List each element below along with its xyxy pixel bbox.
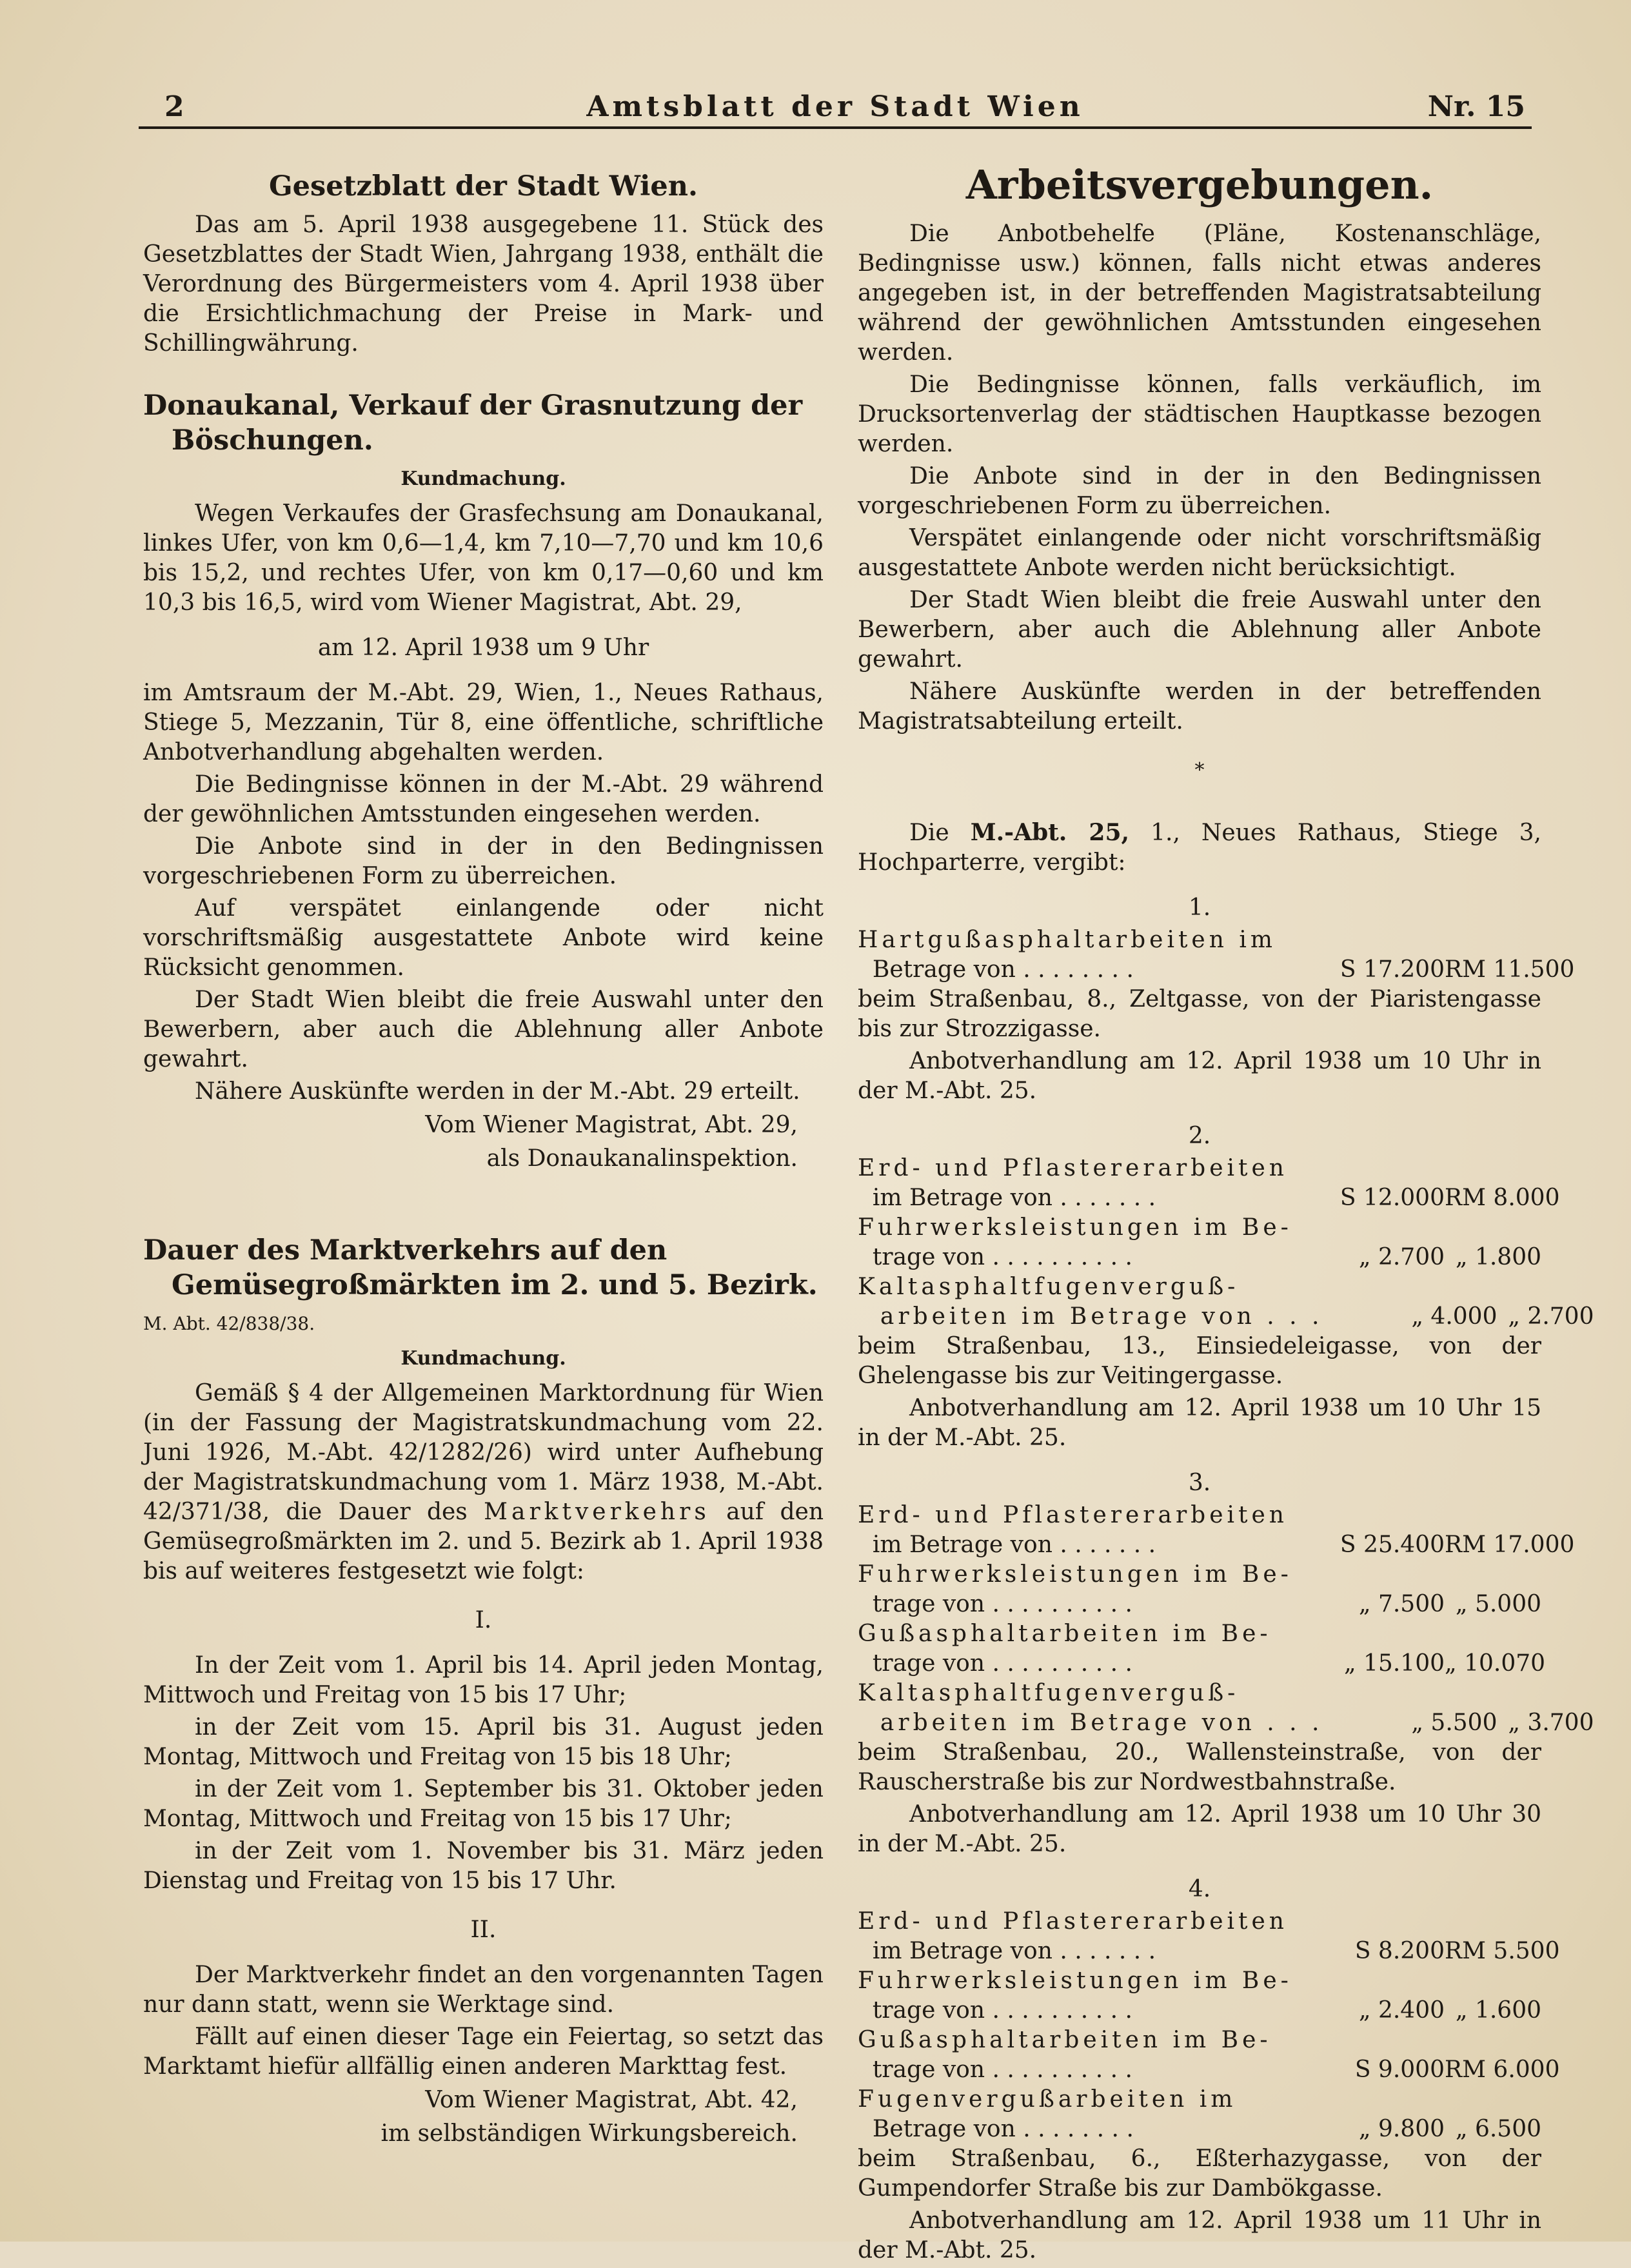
lot-2-item-1-schilling: S 12.000 bbox=[1339, 1185, 1445, 1211]
donaukanal-p2: im Amtsraum der M.-Abt. 29, Wien, 1., Neues Rathaus, Stiege 5, Mezzanin, Tür 8, eine öffentliche, schriftliche Anbotverhandlung abgehalten werden. bbox=[143, 680, 824, 765]
marktverkehr-signature-1: Vom Wiener Magistrat, Abt. 42, bbox=[425, 2087, 798, 2113]
lot-4-item-2-reichsmark: „ 1.600 bbox=[1455, 1997, 1541, 2024]
lot-2-item-2-label-text: trage von bbox=[872, 1244, 985, 1270]
lot-3-item-2-label bbox=[858, 1590, 1270, 1619]
lot-2-item-1-reichsmark: RM 8.000 bbox=[1445, 1185, 1560, 1211]
lot-3-item-3-title: Gußasphaltarbeiten im Be- bbox=[858, 1621, 1272, 1647]
lot-2-item-1-label bbox=[858, 1183, 1270, 1213]
arbeit-p3: Die Anbote sind in der in den Bedingnissen vorgeschriebenen Form zu überreichen. bbox=[858, 463, 1541, 519]
leader-dots: . . . . . . . . . . bbox=[992, 1244, 1132, 1270]
arbeit-p5: Der Stadt Wien bleibt die freie Auswahl unter den Bewerbern, aber auch die Ablehnung aller Anbote gewahrt. bbox=[858, 587, 1541, 673]
lot-2-location: beim Straßenbau, 13., Einsiedeleigasse, von der Ghelengasse bis zur Veitingergasse. bbox=[858, 1333, 1541, 1389]
lot-3-number: 3. bbox=[1188, 1470, 1211, 1496]
lot-3-hearing: Anbotverhandlung am 12. April 1938 um 10 Uhr 30 in der M.-Abt. 25. bbox=[858, 1801, 1541, 1857]
lot-3-item-2-row bbox=[858, 1590, 1541, 1619]
leader-dots: . . . . . . . . . . bbox=[992, 1997, 1132, 2024]
leader-dots: . . . . . . . bbox=[1060, 1938, 1156, 1964]
page-header bbox=[139, 83, 1532, 128]
lot-3-item-3-label-text: trage von bbox=[872, 1650, 985, 1677]
arbeitsvergebungen-title: Arbeitsvergebungen. bbox=[965, 161, 1434, 208]
header-rule bbox=[139, 126, 1532, 129]
marktverkehr-section-i: I. bbox=[475, 1607, 492, 1633]
lot-2-item-2-reichsmark: „ 1.800 bbox=[1455, 1244, 1541, 1270]
lot-4-item-4-label-text: Betrage von bbox=[872, 2116, 1016, 2142]
lot-4-hearing: Anbotverhandlung am 12. April 1938 um 11 Uhr in der M.-Abt. 25. bbox=[858, 2207, 1541, 2263]
marktverkehr-i4: in der Zeit vom 1. November bis 31. März jeden Dienstag und Freitag von 15 bis 17 Uhr. bbox=[143, 1838, 824, 1894]
lot-4-item-2-title: Fuhrwerksleistungen im Be- bbox=[858, 1967, 1292, 1994]
lot-1-location: beim Straßenbau, 8., Zeltgasse, von der Piaristengasse bis zur Strozzigasse. bbox=[858, 986, 1541, 1042]
lot-4-item-2-label-text: trage von bbox=[872, 1997, 985, 2024]
marktverkehr-ii2: Fällt auf einen dieser Tage ein Feiertag, so setzt das Marktamt hiefür allfällig einen anderen Markttag fest. bbox=[143, 2024, 824, 2080]
lot-1-item-1-title: Hartgußasphaltarbeiten im bbox=[858, 927, 1277, 953]
marktverkehr-signature-2: im selbständigen Wirkungsbereich. bbox=[381, 2120, 798, 2147]
lot-2-item-2-row bbox=[858, 1243, 1541, 1272]
lot-1-number: 1. bbox=[1188, 894, 1211, 921]
lot-3-item-3-row bbox=[858, 1649, 1546, 1679]
lot-2-item-2-schilling: „ 2.700 bbox=[1358, 1244, 1445, 1270]
marktverkehr-p1-spaced: Marktverkehrs bbox=[484, 1499, 710, 1525]
donaukanal-p4: Die Anbote sind in der in den Bedingnissen vorgeschriebenen Form zu überreichen. bbox=[143, 833, 824, 889]
marktverkehr-p1-c: auf den Gemüsegroßmärkten im 2. und 5. Bezirk ab 1. April 1938 bis auf weiteres festgesetzt wie folgt: bbox=[143, 1499, 824, 1584]
lot-2-item-3-label-text: arbeiten im Betrage von bbox=[880, 1303, 1256, 1330]
lot-2-item-1-row bbox=[858, 1183, 1560, 1213]
marktverkehr-p1-a: Gemäß § 4 der Allgemeinen Marktordnung für Wien (in der Fassung der Magistratskundmachung vom 22. Juni 1926, M.-Abt. 42/1282/26) wird unter Aufhebung der Magistratskundmachung vom 1. März 1938, M.-Abt. 42/371/38, die Dauer des bbox=[143, 1380, 824, 1525]
gesetzblatt-title: Gesetzblatt der Stadt Wien. bbox=[268, 170, 698, 202]
marktverkehr-title: Dauer des Marktverkehrs auf den Gemüsegroßmärkten im 2. und 5. Bezirk. bbox=[143, 1234, 818, 1301]
section-gap bbox=[143, 361, 824, 380]
donaukanal-date: am 12. April 1938 um 9 Uhr bbox=[317, 635, 649, 661]
lot-2-item-2-label bbox=[858, 1243, 1270, 1272]
leader-dots: . . . . . . . . . . bbox=[992, 1591, 1132, 1617]
lot-2-item-1-title: Erd- und Pflastererarbeiten bbox=[858, 1155, 1288, 1181]
lot-4-item-2-row bbox=[858, 1996, 1541, 2026]
donaukanal-p3: Die Bedingnisse können in der M.-Abt. 29 während der gewöhnlichen Amtsstunden eingesehen werden. bbox=[143, 771, 824, 827]
lot-4-item-3-title: Gußasphaltarbeiten im Be- bbox=[858, 2027, 1272, 2053]
marktverkehr-p1 bbox=[143, 1379, 824, 1586]
lot-1-item-1-label-text: Betrage von bbox=[872, 956, 1016, 983]
left-column bbox=[143, 161, 824, 2149]
lot-3-item-4-row bbox=[858, 1708, 1594, 1738]
donaukanal-p6: Der Stadt Wien bleibt die freie Auswahl unter den Bewerbern, aber auch die Ablehnung aller Anbote gewahrt. bbox=[143, 987, 824, 1072]
arbeit-p4: Verspätet einlangende oder nicht vorschriftsmäßig ausgestattete Anbote werden nicht berücksichtigt. bbox=[858, 525, 1541, 581]
lot-2-item-3-schilling: „ 4.000 bbox=[1411, 1303, 1498, 1330]
leader-dots: . . . . . . . bbox=[1060, 1185, 1156, 1211]
lot-4-item-2-schilling: „ 2.400 bbox=[1358, 1997, 1445, 2024]
lot-4-item-3-row bbox=[858, 2055, 1560, 2085]
lot-3-item-1-row bbox=[858, 1530, 1575, 1560]
lot-4-item-3-reichsmark: RM 6.000 bbox=[1445, 2056, 1560, 2083]
lot-4-item-1-reichsmark: RM 5.500 bbox=[1445, 1938, 1560, 1964]
lot-4-item-1-row bbox=[858, 1937, 1560, 1966]
leader-dots: . . . . . . . . . . bbox=[992, 1650, 1132, 1677]
lot-4-item-4-label bbox=[858, 2115, 1270, 2144]
lot-3-item-1-title: Erd- und Pflastererarbeiten bbox=[858, 1502, 1288, 1528]
lot-3-item-3-label bbox=[858, 1649, 1270, 1679]
donaukanal-signature-1: Vom Wiener Magistrat, Abt. 29, bbox=[425, 1112, 798, 1138]
donaukanal-p5: Auf verspätet einlangende oder nicht vorschriftsmäßig ausgestattete Anbote wird keine Rücksicht genommen. bbox=[143, 895, 824, 981]
lot-2-item-3-row bbox=[858, 1302, 1594, 1332]
lot-4-item-1-label bbox=[858, 1937, 1270, 1966]
lot-3-item-2-label-text: trage von bbox=[872, 1591, 985, 1617]
lot-4-item-1-label-text: im Betrage von bbox=[872, 1938, 1053, 1964]
leader-dots: . . . . . . . . bbox=[1023, 956, 1134, 983]
lot-3-item-4-label-text: arbeiten im Betrage von bbox=[880, 1710, 1256, 1736]
lot-4-item-4-row bbox=[858, 2115, 1541, 2144]
lot-3-item-2-schilling: „ 7.500 bbox=[1358, 1591, 1445, 1617]
marktverkehr-section-ii: II. bbox=[470, 1917, 497, 1943]
lot-2-item-3-title: Kaltasphaltfugenverguß- bbox=[858, 1274, 1240, 1300]
lot-1-item-1-label bbox=[858, 955, 1270, 985]
donaukanal-p1: Wegen Verkaufes der Grasfechsung am Donaukanal, linkes Ufer, von km 0,6—1,4, km 7,10—7,70 und km 10,6 bis 15,2, und rechtes Ufer, von km 0,17—0,60 und km 10,3 bis 16,5, wird vom Wiener Magistrat, Abt. 29, bbox=[143, 500, 824, 616]
lot-4-item-1-title: Erd- und Pflastererarbeiten bbox=[858, 1908, 1288, 1935]
lot-2-item-3-label bbox=[858, 1302, 1323, 1332]
issue-number: Nr. 15 bbox=[1427, 90, 1525, 123]
arbeit-intro-a: Die bbox=[909, 820, 949, 846]
donaukanal-p7: Nähere Auskünfte werden in der M.-Abt. 29 erteilt. bbox=[195, 1078, 800, 1105]
masthead-title: Amtsblatt der Stadt Wien bbox=[586, 90, 1084, 123]
lot-2-item-1-label-text: im Betrage von bbox=[872, 1185, 1053, 1211]
marktverkehr-i1: In der Zeit vom 1. April bis 14. April jeden Montag, Mittwoch und Freitag von 15 bis 17 Uhr; bbox=[143, 1652, 824, 1708]
leader-dots: . . . . . . . . . . bbox=[992, 2056, 1132, 2083]
lot-3-item-3-schilling: „ 15.100 bbox=[1343, 1650, 1445, 1677]
lot-4-location: beim Straßenbau, 6., Eßterhazygasse, von der Gumpendorfer Straße bis zur Dambökgasse. bbox=[858, 2145, 1541, 2202]
arbeit-intro-c: 1., Neues Rathaus, Stiege 3, Hochparterre, vergibt: bbox=[858, 820, 1541, 876]
right-column bbox=[858, 161, 1594, 2268]
lot-3-item-3-reichsmark: „ 10.070 bbox=[1445, 1650, 1546, 1677]
leader-dots: . . . . . . . . bbox=[1023, 2116, 1134, 2142]
lot-2-item-3-reichsmark: „ 2.700 bbox=[1508, 1303, 1594, 1330]
lot-3-item-1-label bbox=[858, 1530, 1270, 1560]
marktverkehr-kundmachung-label: Kundmachung. bbox=[400, 1347, 566, 1370]
lot-4-item-3-schilling: S 9.000 bbox=[1354, 2056, 1445, 2083]
lot-1-item-1-row bbox=[858, 955, 1575, 985]
marktverkehr-i2: in der Zeit vom 15. April bis 31. August jeden Montag, Mittwoch und Freitag von 15 bis 18 Uhr; bbox=[143, 1714, 824, 1770]
marktverkehr-ii1: Der Marktverkehr findet an den vorgenannten Tagen nur dann statt, wenn sie Werktage sind. bbox=[143, 1962, 824, 2018]
marktverkehr-i3: in der Zeit vom 1. September bis 31. Oktober jeden Montag, Mittwoch und Freitag von 15 bis 17 Uhr; bbox=[143, 1776, 824, 1832]
section-gap bbox=[143, 1174, 824, 1225]
lot-3-item-2-reichsmark: „ 5.000 bbox=[1455, 1591, 1541, 1617]
leader-dots: . . . bbox=[1267, 1710, 1323, 1736]
lot-3-item-4-schilling: „ 5.500 bbox=[1411, 1710, 1498, 1736]
lot-2-item-2-title: Fuhrwerksleistungen im Be- bbox=[858, 1214, 1292, 1241]
donaukanal-title: Donaukanal, Verkauf der Grasnutzung der Böschungen. bbox=[143, 390, 803, 457]
marktverkehr-reference: M. Abt. 42/838/38. bbox=[143, 1313, 315, 1334]
lot-1-hearing: Anbotverhandlung am 12. April 1938 um 10 Uhr in der M.-Abt. 25. bbox=[858, 1048, 1541, 1104]
page-number: 2 bbox=[164, 90, 184, 123]
lot-4-item-2-label bbox=[858, 1996, 1270, 2026]
lot-3-item-1-schilling: S 25.400 bbox=[1339, 1532, 1445, 1558]
lot-2-number: 2. bbox=[1188, 1123, 1211, 1149]
lot-4-item-4-schilling: „ 9.800 bbox=[1358, 2116, 1445, 2142]
donaukanal-signature-2: als Donaukanalinspektion. bbox=[486, 1145, 798, 1172]
donaukanal-kundmachung-label: Kundmachung. bbox=[400, 468, 566, 490]
arbeit-intro bbox=[858, 818, 1541, 878]
lot-3-location: beim Straßenbau, 20., Wallensteinstraße, von der Rauscherstraße bis zur Nordwestbahnstraße. bbox=[858, 1739, 1541, 1795]
lot-4-number: 4. bbox=[1188, 1876, 1211, 1902]
lot-4-item-4-title: Fugenvergußarbeiten im bbox=[858, 2086, 1237, 2113]
lot-4-item-1-schilling: S 8.200 bbox=[1354, 1938, 1445, 1964]
section-separator-asterisk: * bbox=[1194, 759, 1205, 782]
leader-dots: . . . . . . . bbox=[1060, 1532, 1156, 1558]
lot-1-item-1-schilling: S 17.200 bbox=[1339, 956, 1445, 983]
lot-3-item-2-title: Fuhrwerksleistungen im Be- bbox=[858, 1561, 1292, 1588]
lot-1-item-1-reichsmark: RM 11.500 bbox=[1445, 956, 1575, 983]
leader-dots: . . . bbox=[1267, 1303, 1323, 1330]
gesetzblatt-text: Das am 5. April 1938 ausgegebene 11. Stück des Gesetzblattes der Stadt Wien, Jahrgang 1938, enthält die Verordnung des Bürgermeisters vom 4. April 1938 über die Ersichtlichmachung der Preise in Mark- und Schillingwährung. bbox=[143, 212, 824, 357]
lot-3-item-4-label bbox=[858, 1708, 1323, 1738]
arbeit-p2: Die Bedingnisse können, falls verkäuflich, im Drucksortenverlag der städtischen Hauptkasse bezogen werden. bbox=[858, 371, 1541, 457]
lot-3-item-1-label-text: im Betrage von bbox=[872, 1532, 1053, 1558]
lot-3-item-4-reichsmark: „ 3.700 bbox=[1508, 1710, 1594, 1736]
lot-4-item-3-label-text: trage von bbox=[872, 2056, 985, 2083]
lot-4-item-4-reichsmark: „ 6.500 bbox=[1455, 2116, 1541, 2142]
lot-2-hearing: Anbotverhandlung am 12. April 1938 um 10 Uhr 15 in der M.-Abt. 25. bbox=[858, 1395, 1541, 1451]
arbeit-intro-dept: M.-Abt. 25, bbox=[970, 819, 1130, 846]
lot-4-item-3-label bbox=[858, 2055, 1270, 2085]
lot-3-item-4-title: Kaltasphaltfugenverguß- bbox=[858, 1680, 1240, 1706]
arbeit-p6: Nähere Auskünfte werden in der betreffenden Magistratsabteilung erteilt. bbox=[858, 678, 1541, 735]
lot-3-item-1-reichsmark: RM 17.000 bbox=[1445, 1532, 1575, 1558]
arbeit-p1: Die Anbotbehelfe (Pläne, Kostenanschläge, Bedingnisse usw.) können, falls nicht etwas anderes angegeben ist, in der betreffenden Magistratsabteilung während der gewöhnlichen Amtsstunden eingesehen werden. bbox=[858, 221, 1541, 366]
